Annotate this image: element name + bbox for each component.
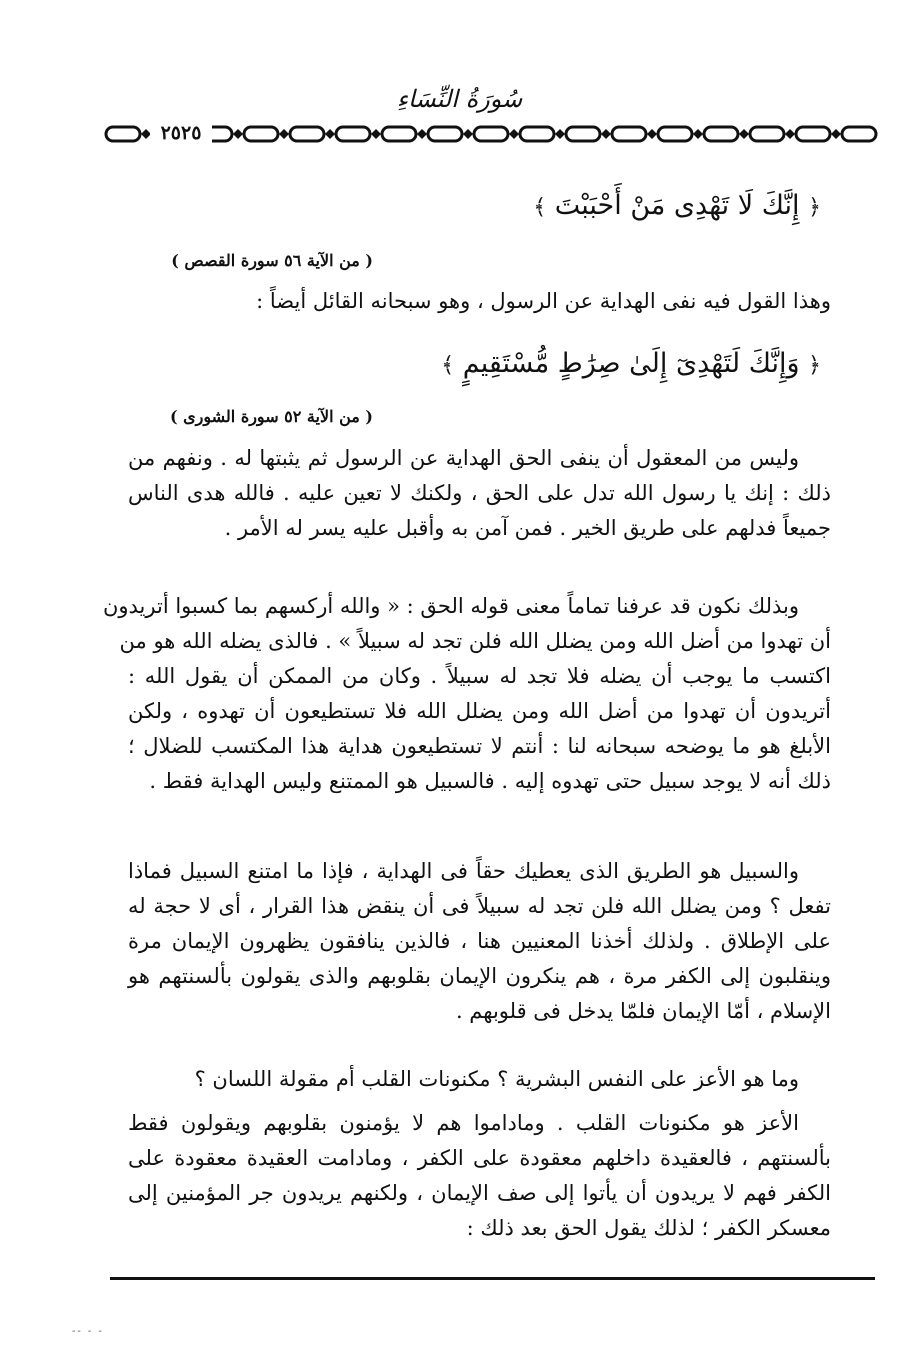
verse-text: إِنَّكَ لَا تَهْدِى مَنْ أَحْبَبْتَ <box>554 190 800 221</box>
text-line: معسكر الكفر ؛ لذلك يقول الحق بعد ذلك : <box>466 1216 831 1240</box>
bottom-rule <box>110 1277 875 1280</box>
diamond-icon <box>555 129 565 139</box>
diamond-icon <box>831 129 841 139</box>
page-number: ٢٥٢٥ <box>150 118 212 148</box>
quran-verse-2 <box>441 344 821 386</box>
diamond-icon <box>785 129 795 139</box>
chain-link <box>704 127 738 141</box>
chain-link <box>474 127 508 141</box>
text-line: وهذا القول فيه نفى الهداية عن الرسول ، وهو سبحانه القائل أيضاً : <box>256 289 831 313</box>
paragraph-2 <box>102 589 831 799</box>
chain-link <box>612 127 646 141</box>
text-line: وبذلك نكون قد عرفنا تماماً معنى قوله الحق : « والله أركسهم بما كسبوا أتريدون <box>102 594 799 618</box>
text-line: أن تهدوا من أضل الله ومن يضلل الله فلن تجد له سبيلاً » . فالذى يضله الله هو من <box>119 629 831 653</box>
diamond-icon <box>325 129 335 139</box>
text-line: الأعز هو مكنونات القلب . وماداموا هم لا يؤمنون بقلوبهم ويقولون فقط <box>128 1111 799 1135</box>
text-line: الأبلغ هو ما يوضحه سبحانه لنا : أنتم لا تستطيعون هداية هذا المكتسب للضلال ؛ <box>128 734 831 758</box>
chain-link <box>796 127 830 141</box>
text-line: ذلك : إنك يا رسول الله تدل على الحق ، ولكنك لا تعين عليه . فالله هدى الناس <box>128 481 831 505</box>
ornament-open-icon: ﴿ <box>808 353 821 378</box>
text-line: الإسلام ، أمّا الإيمان فلمّا يدخل فى قلوبهم . <box>455 999 831 1023</box>
chain-link <box>336 127 370 141</box>
diamond-icon <box>463 129 473 139</box>
text-line: بألسنتهم ، فالعقيدة داخلهم معقودة على الكفر ، ومادامت العقيدة معقودة على <box>128 1146 831 1170</box>
text-line: جميعاً فدلهم على طريق الخير . فمن آمن به وأقبل عليه يسر له الأمر . <box>224 516 831 540</box>
text-line: وليس من المعقول أن ينفى الحق الهداية عن الرسول ثم يثبتها له . ونفهم من <box>128 446 799 470</box>
text-line: اكتسب ما يوجب أن يضله فلا تجد له سبيلاً . وكان من الممكن أن يقول الله : <box>128 664 831 688</box>
paragraph-5 <box>128 1106 831 1246</box>
diamond-icon <box>693 129 703 139</box>
diamond-icon <box>601 129 611 139</box>
chain-link <box>290 127 324 141</box>
paragraph-1 <box>128 441 831 546</box>
diamond-icon <box>417 129 427 139</box>
ornament-open-icon: ﴿ <box>808 195 821 220</box>
quran-verse-1 <box>533 186 821 228</box>
text-line: تفعل ؟ ومن يضلل الله فلن تجد له سبيلاً فى أن ينقض هذا القرار ، أى لا حجة له <box>128 894 831 918</box>
text-line: أتريدون أن تهدوا من أضل الله ومن يضلل الله فلا تستطيعون أن تهدوه ، ولكن <box>128 699 831 723</box>
diamond-icon <box>233 129 243 139</box>
text-line: وما هو الأعز على النفس البشرية ؟ مكنونات القلب أم مقولة اللسان ؟ <box>194 1067 799 1091</box>
text-line: ذلك أنه لا يوجد سبيل حتى تهدوه إليه . فالسبيل هو الممتنع وليس الهداية فقط . <box>149 769 831 793</box>
diamond-icon <box>509 129 519 139</box>
chain-link <box>428 127 462 141</box>
paragraph-3 <box>128 854 831 1029</box>
chain-link <box>750 127 784 141</box>
chain-link <box>566 127 600 141</box>
diamond-icon <box>739 129 749 139</box>
chain-link <box>842 127 876 141</box>
intro-text <box>128 284 831 319</box>
paragraph-4 <box>128 1062 831 1097</box>
chain-link <box>382 127 416 141</box>
footer-mark: -- - - <box>72 1326 104 1337</box>
diamond-icon <box>647 129 657 139</box>
text-line: على الإطلاق . ولذلك أخذنا المعنيين هنا ، فالذين ينافقون يظهرون الإيمان مرة <box>128 929 831 953</box>
text-line: والسبيل هو الطريق الذى يعطيك حقاً فى الهداية ، فإذا ما امتنع السبيل فماذا <box>128 859 799 883</box>
chain-link <box>658 127 692 141</box>
chain-link <box>520 127 554 141</box>
ornament-close-icon: ﴾ <box>441 353 455 378</box>
diamond-icon <box>371 129 381 139</box>
verse-text: وَإِنَّكَ لَتَهْدِىٓ إِلَىٰ صِرَٰطٍ مُّسْتَقِيمٍ <box>462 348 800 379</box>
text-line: وينقلبون إلى الكفر مرة ، هم ينكرون الإيمان بقلوبهم والذى يقولون بألسنتهم هو <box>128 964 831 988</box>
ornament-close-icon: ﴾ <box>533 195 547 220</box>
verse-reference-1: ( من الآية ٥٦ سورة القصص ) <box>171 251 373 270</box>
diamond-icon <box>279 129 289 139</box>
verse-reference-2: ( من الآية ٥٢ سورة الشورى ) <box>170 407 373 426</box>
ornamental-border <box>104 122 878 146</box>
chain-link <box>244 127 278 141</box>
text-line: الكفر فهم لا يريدون أن يأتوا إلى صف الإيمان ، ولكنهم يريدون جر المؤمنين إلى <box>128 1181 831 1205</box>
surah-title: سُورَةُ النِّسَاءِ <box>396 85 523 113</box>
chain-link <box>106 127 140 141</box>
